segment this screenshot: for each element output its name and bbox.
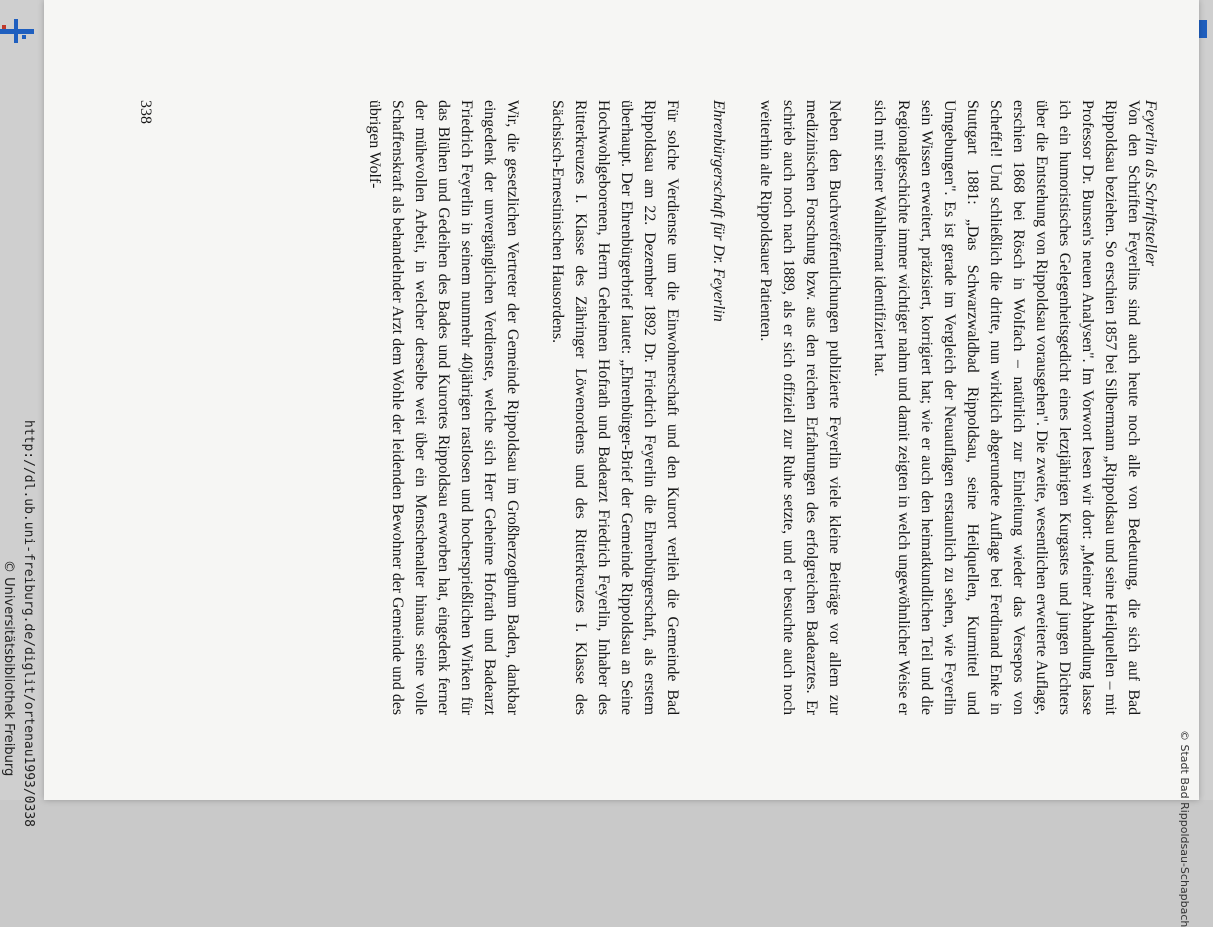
right-margin <box>1199 0 1213 800</box>
paragraph: Wir, die gesetzlichen Vertreter der Gemeinde Rippoldsau im Großherzogthum Baden, dankbar eingedenk der unvergänglichen Verdienste, welche sich Herr Geheime Hofrath und Badearzt Friedrich Feyerlin in seinem nunmehr 40jährigen rastlosen und hochersprießlichen Wirken für das Blühen und Gedeihen des Bades und Kurortes Rippoldsau erworben hat, eingedenk ferner der mühevollen Arbeit, in welcher derselbe weit über ein Menschenalter hinaus seine volle Schaffenskraft als behandelnder Arzt dem Wohle der leidenden Bewohner der Gemeinde und des übrigen Wolf- <box>365 100 521 715</box>
viewer-logo-icon <box>0 16 40 46</box>
viewer-edge-icon <box>1199 20 1207 38</box>
scanned-page <box>44 0 1199 927</box>
running-head: Feyerlin als Schriftsteller <box>1142 100 1159 267</box>
body-text <box>363 100 1145 715</box>
page-number: 338 <box>137 100 154 124</box>
paragraph: Von den Schriften Feyerlins sind auch heute noch alle von Bedeutung, die sich auf Bad Rippoldsau beziehen. So erschien 1857 bei Silbermann „Rippoldsau und seine Heilquellen – mit Professor Dr. Bunsen's neuen Analysen". Im Vorwort lesen wir dort: „Meiner Abhandlung lasse ich ein humoristisches Gelegenheitsgedicht eines letztjährigen Kurgastes und jungen Dichters über die Entstehung von Rippoldsau vorausgehen". Die zweite, wesentlichen erweiterte Auflage, erschien 1868 bei Rösch in Wolfach – natürlich zur Einleitung wieder das Versepos von Scheffel! Und schließlich die dritte, nun wirklich abgerundete Auflage bei Ferdinand Enke in Stuttgart 1881: „Das Schwarzwaldbad Rippoldsau, seine Heilquellen, Kurmittel und Umgebungen". Es ist gerade im Vergleich der Neuauflagen erstaunlich zu sehen, wie Feyerlin sein Wissen erweitert, präzisiert, korrigiert hat; wie er auch den heimatkundlichen Teil und die Regionalgeschichte immer wichtiger nahm und damit zeigten in welch ungewöhnlicher Weise er sich mit seiner Wahlheimat identifiziert hat. <box>871 100 1142 715</box>
copyright-stamp: © Stadt Bad Rippoldsau-Schapbach <box>1178 730 1191 927</box>
paragraph: Neben den Buchveröffentlichungen publizierte Feyerlin viele kleine Beiträge vor allem zur medizinischen Forschung bzw. aus den reichen Erfahrungen des erfolgreichen Badearztes. Er schrieb auch noch nach 1889, als er sich offiziell zur Ruhe setzte, und er besuchte auch noch weiterhin alte Rippoldsauer Patienten. <box>757 100 844 715</box>
paragraph: Für solche Verdienste um die Einwohnerschaft und den Kurort verlieh die Gemeinde Bad Rippoldsau am 22. Dezember 1892 Dr. Friedrich Feyerlin die Ehrenbürgerschaft, als erstem überhaupt. Der Ehrenbürgerbrief lautet: „Ehrenbürger-Brief der Gemeinde Rippoldsau an Seine Hochwohlgeborenen, Herrn Geheimen Hofrath und Badearzt Friedrich Feyerlin, Inhaber des Ritterkreuzes I. Klasse des Zähringer Löwenordens und des Ritterkreuzes I. Klasse des Sächsisch-Ernestinischen Hausordens. <box>548 100 682 715</box>
rotated-page-content <box>44 0 1199 927</box>
section-heading: Ehrenbürgerschaft für Dr. Feyerlin <box>710 100 728 322</box>
copyright-footer: © Universitätsbibliothek Freiburg <box>1 560 16 777</box>
url-footer[interactable]: http://dl.ub.uni-freiburg.de/diglit/ortenau1993/0338 <box>21 420 36 827</box>
